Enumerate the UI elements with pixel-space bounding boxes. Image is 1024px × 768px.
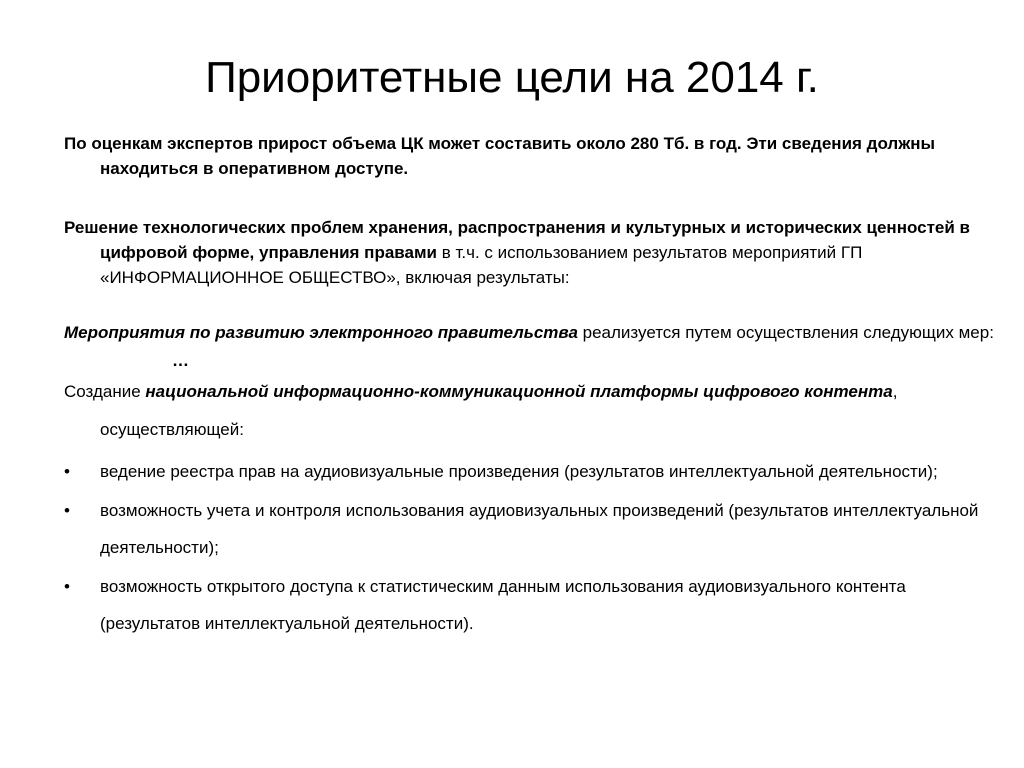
paragraph-platform-bold: национальной информационно-коммуникационной платформы цифрового контента: [145, 382, 893, 401]
bullet-icon: •: [64, 577, 70, 596]
list-item: [64, 453, 999, 490]
slide-body: [64, 128, 999, 644]
paragraph-platform-prefix: Создание: [64, 382, 146, 401]
list-item-text: возможность открытого доступа к статистическим данным использования аудиовизуального контента (результатов интеллектуальной деятельности).: [100, 577, 906, 633]
list-item-text: возможность учета и контроля использования аудиовизуальных произведений (результатов интеллектуальной деятельности);: [100, 501, 979, 557]
paragraph-tech-problems-bold: Решение технологических проблем хранения, распространения и культурных и исторических ценностей в цифровой форме, управления правами: [64, 218, 970, 262]
platform-functions-list: [64, 453, 999, 642]
list-item: [64, 568, 999, 642]
paragraph-platform: [64, 373, 999, 449]
ellipsis: …: [172, 351, 189, 370]
list-item-text: ведение реестра прав на аудиовизуальные произведения (результатов интеллектуальной деятельности);: [100, 462, 938, 481]
paragraph-tech-problems-rest: в т.ч. с использованием результатов мероприятий ГП «ИНФОРМАЦИОННОЕ ОБЩЕСТВО», включая результаты:: [100, 243, 863, 287]
paragraph-platform-suffix: , осуществляющей:: [100, 382, 898, 439]
paragraph-expert-estimate: По оценкам экспертов прирост объема ЦК может составить около 280 Тб. в год. Эти сведения должны находиться в оперативном доступе.: [64, 134, 936, 178]
slide-title: Приоритетные цели на 2014 г.: [205, 53, 819, 102]
list-item: [64, 492, 999, 566]
bullet-icon: •: [64, 501, 70, 520]
paragraph-e-government-rest: реализуется путем осуществления следующих мер:: [577, 323, 994, 342]
paragraph-e-government: [64, 320, 999, 345]
paragraph-e-government-bold: Мероприятия по развитию электронного правительства: [64, 323, 578, 342]
bullet-icon: •: [64, 462, 70, 481]
paragraph-tech-problems: [64, 215, 999, 290]
